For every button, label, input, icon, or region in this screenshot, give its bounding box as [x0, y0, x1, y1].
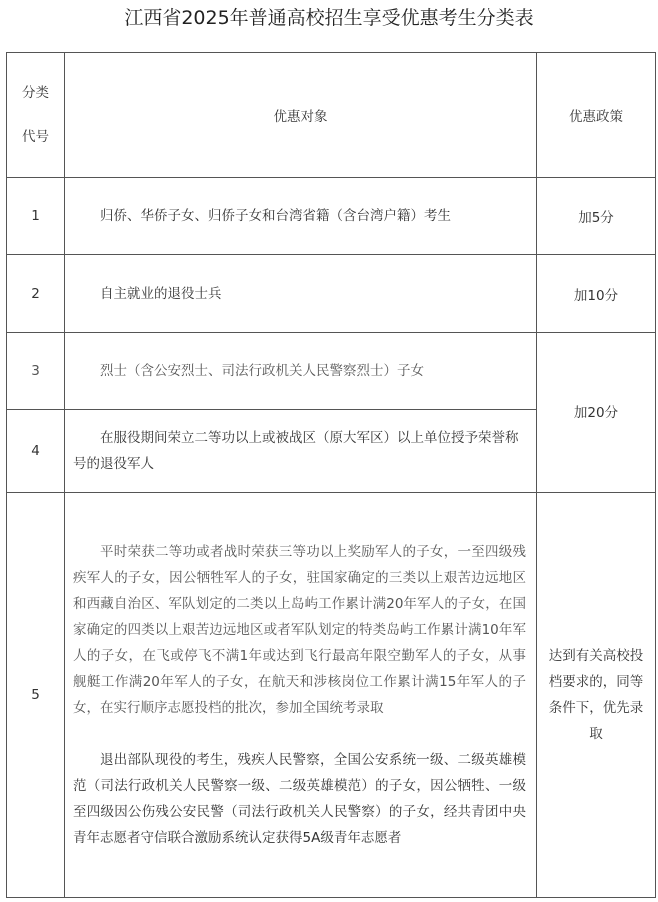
row-policy: 加20分 [537, 333, 656, 493]
header-code-line1: 分类 [22, 85, 49, 101]
row-policy: 达到有关高校投档要求的，同等条件下，优先录取 [537, 493, 656, 898]
table-row [7, 333, 656, 410]
row-code: 3 [7, 333, 65, 410]
row-code: 2 [7, 255, 65, 333]
row-target: 烈士（含公安烈士、司法行政机关人民警察烈士）子女 [65, 333, 537, 410]
table-header-row [7, 53, 656, 178]
table-row [7, 493, 656, 898]
row-target: 归侨、华侨子女、归侨子女和台湾省籍（含台湾户籍）考生 [65, 178, 537, 255]
header-policy: 优惠政策 [537, 53, 656, 178]
row-target-paragraph-2: 退出部队现役的考生，残疾人民警察，全国公安系统一级、二级英雄模范（司法行政机关人民警察一级、二级英雄模范）的子女，因公牺牲、一级至四级因公伤残公安民警（司法行政机关人民警察）的子女，经共青团中央青年志愿者守信联合激励系统认定获得5A级青年志愿者 [73, 752, 526, 846]
header-code-line2: 代号 [22, 129, 49, 145]
row-target: 在服役期间荣立二等功以上或被战区（原大军区）以上单位授予荣誉称号的退役军人 [65, 410, 537, 493]
row-policy: 加5分 [537, 178, 656, 255]
page-title: 江西省2025年普通高校招生享受优惠考生分类表 [124, 7, 534, 29]
header-target: 优惠对象 [65, 53, 537, 178]
row-code: 5 [7, 493, 65, 898]
row-target: 自主就业的退役士兵 [65, 255, 537, 333]
row-code: 1 [7, 178, 65, 255]
table-row [7, 255, 656, 333]
row-policy: 加10分 [537, 255, 656, 333]
row-target [65, 493, 537, 898]
header-code [7, 53, 65, 178]
row-target-paragraph-1: 平时荣获二等功或者战时荣获三等功以上奖励军人的子女，一至四级残疾军人的子女，因公牺牲军人的子女，驻国家确定的三类以上艰苦边远地区和西藏自治区、军队划定的二类以上岛屿工作累计满20年军人的子女，在国家确定的四类以上艰苦边远地区或者军队划定的特类岛屿工作累计满10年军人的子女，在飞或停飞不满1年或达到飞行最高年限空勤军人的子女，从事舰艇工作满20年军人的子女，在航天和涉核岗位工作累计满15年军人的子女，在实行顺序志愿投档的批次，参加全国统考录取 [73, 544, 526, 716]
preferential-policy-table [6, 52, 656, 898]
table-row [7, 178, 656, 255]
row-code: 4 [7, 410, 65, 493]
